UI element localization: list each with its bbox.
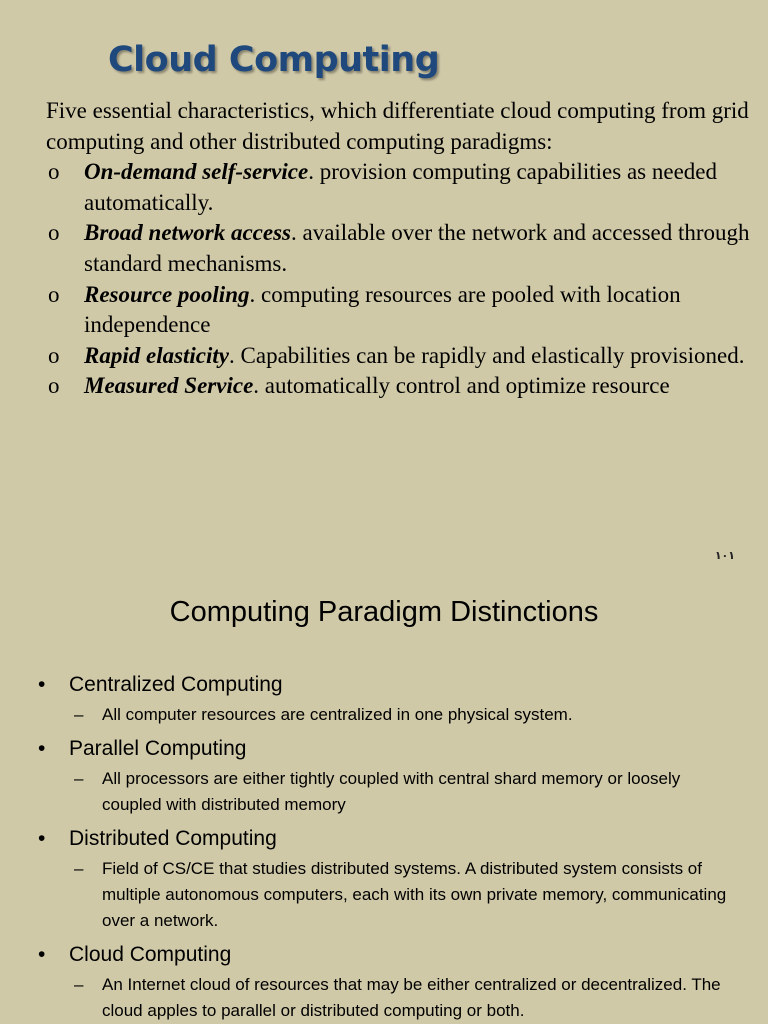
circle-bullet: o	[48, 373, 60, 399]
paradigm-heading-text: Cloud Computing	[69, 943, 232, 966]
paradigm-list	[38, 670, 738, 1024]
list-item	[46, 218, 751, 279]
characteristic-term: Measured Service	[84, 373, 254, 399]
characteristic-description: . Capabilities can be rapidly and elastically provisioned.	[229, 342, 745, 368]
list-item	[46, 157, 751, 218]
paradigm-description	[38, 702, 738, 728]
characteristic-term: On-demand self-service	[84, 159, 309, 185]
list-item	[38, 670, 738, 728]
list-item	[38, 824, 738, 934]
bullet-marker: •	[38, 737, 46, 760]
characteristic-term: Broad network access	[84, 220, 291, 246]
list-item	[46, 280, 751, 341]
paradigm-description	[38, 766, 738, 818]
dash-marker: –	[74, 769, 84, 788]
paradigm-description-text: All processors are either tightly coupled with central shard memory or loosely coupled with distributed memory	[102, 769, 681, 814]
list-item	[46, 341, 751, 372]
characteristic-description: . available over the network and accessed through standard mechanisms.	[84, 220, 750, 276]
paradigm-heading	[38, 670, 738, 700]
paradigm-heading	[38, 940, 738, 970]
bullet-marker: •	[38, 943, 46, 966]
slide-body	[46, 96, 751, 402]
bullet-marker: •	[38, 827, 46, 850]
paradigm-heading	[38, 824, 738, 854]
characteristic-term: Rapid elasticity	[84, 342, 230, 368]
slide-title: Computing Paradigm Distinctions	[169, 596, 599, 628]
characteristic-term: Resource pooling	[84, 281, 250, 307]
slide-paradigm-distinctions	[0, 576, 768, 1024]
dash-marker: –	[74, 705, 84, 724]
circle-bullet: o	[48, 220, 60, 246]
characteristic-description: . computing resources are pooled with location independence	[84, 281, 681, 338]
characteristics-list	[46, 157, 751, 402]
bullet-marker: •	[38, 673, 46, 696]
paradigm-description-text: All computer resources are centralized in one physical system.	[102, 705, 573, 724]
dash-marker: –	[74, 975, 84, 994]
paradigm-heading	[38, 734, 738, 764]
paradigm-heading-text: Distributed Computing	[69, 827, 277, 850]
circle-bullet: o	[48, 159, 60, 185]
list-item	[38, 734, 738, 818]
slide-number: ١٠١	[714, 549, 735, 562]
intro-paragraph: Five essential characteristics, which differentiate cloud computing from grid computing and other distributed computing paradigms:	[46, 98, 749, 154]
circle-bullet: o	[48, 342, 60, 368]
paradigm-heading-text: Centralized Computing	[69, 673, 283, 696]
characteristic-description: . automatically control and optimize resource	[253, 373, 670, 399]
slide-title: Cloud Computing	[108, 40, 440, 80]
list-item	[38, 940, 738, 1024]
paradigm-description-text: An Internet cloud of resources that may be either centralized or decentralized. The cloud apples to parallel or distributed computing or both.	[102, 975, 721, 1020]
characteristic-description: . provision computing capabilities as needed automatically.	[84, 159, 717, 215]
paradigm-heading-text: Parallel Computing	[69, 737, 247, 760]
circle-bullet: o	[48, 281, 60, 307]
paradigm-description	[38, 972, 738, 1024]
list-item	[46, 371, 751, 402]
paradigm-description-text: Field of CS/CE that studies distributed systems. A distributed system consists of multiple autonomous computers, each with its own private memory, communicating over a network.	[102, 859, 727, 930]
paradigm-description	[38, 856, 738, 934]
dash-marker: –	[74, 859, 84, 878]
